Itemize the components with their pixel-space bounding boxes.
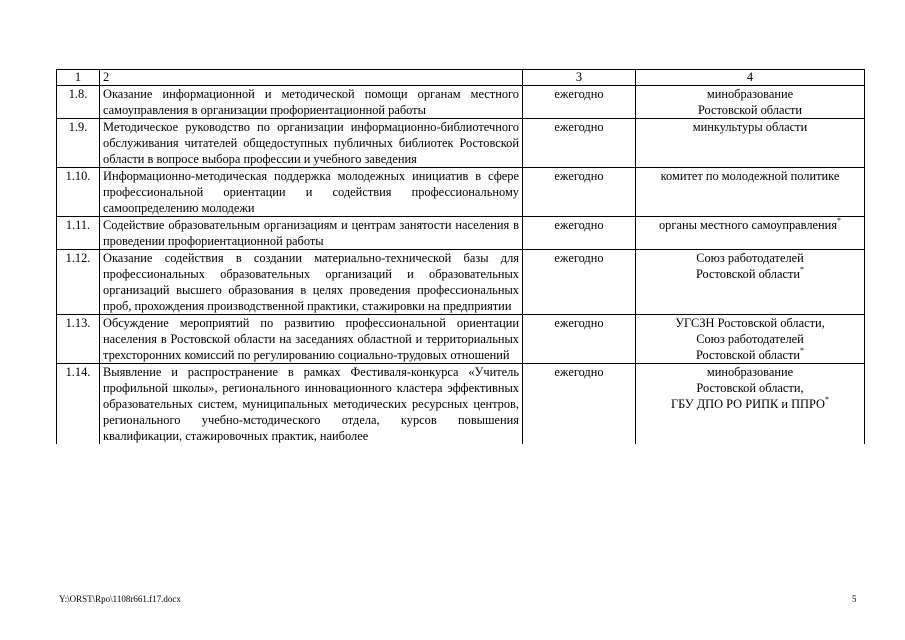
table-row [57,217,865,250]
deadline: ежегодно [523,250,636,315]
column-number-1: 1 [57,70,100,86]
executor-line [639,380,861,396]
item-number: 1.9. [57,119,100,168]
executor-text: Ростовской области, [696,381,804,395]
measure-description: Оказание информационной и методической помощи органам местного самоуправления в организации профориентационной работы [100,86,523,119]
executor-line [639,168,861,184]
responsible-executor [636,86,865,119]
executor-text: органы местного самоуправления [658,218,838,232]
item-number: 1.14. [57,364,100,445]
executor-line [639,364,861,380]
table-row [57,364,865,445]
table-row [57,315,865,364]
responsible-executor [636,168,865,217]
item-number: 1.11. [57,217,100,250]
executor-line [639,102,861,118]
item-number: 1.8. [57,86,100,119]
measure-description: Выявление и распространение в рамках Фестиваля-конкурса «Учитель профильной школы», регионального инновационного кластера эффективных образовательных систем, муниципальных методических ресурсных центров, регионального учебно-мстодического отдела, курсов повышения квалификации, стажировочных практик, наиболее [100,364,523,445]
footnote-asterisk: * [800,265,805,274]
measure-description: Оказание содействия в создании материально-технической базы для профессиональных образовательных организаций и образовательных организаций высшего образования в целях проведения профессиональных проб, прохождения производственной практики, стажировки на предприятии [100,250,523,315]
executor-line [639,119,861,135]
executor-line [639,331,861,347]
footnote-asterisk: * [837,216,842,225]
executor-text: минкультуры области [692,120,808,134]
table-body [57,70,865,445]
column-number-row [57,70,865,86]
table-row [57,86,865,119]
footnote-asterisk: * [825,395,829,404]
item-number: 1.13. [57,315,100,364]
executor-text: Союз работодателей [696,332,804,346]
executor-text: Ростовской области [697,103,803,117]
item-number: 1.10. [57,168,100,217]
executor-text: комитет по молодежной политике [660,169,840,183]
executor-text: ГБУ ДПО РО РИПК и ППРО [670,397,825,411]
table-row [57,119,865,168]
deadline: ежегодно [523,86,636,119]
deadline: ежегодно [523,364,636,445]
executor-line [639,347,861,363]
deadline: ежегодно [523,217,636,250]
file-path: Y:\ORST\Rpo\1108r661.f17.docx [59,594,181,604]
executor-line [639,217,861,233]
page-number: 5 [852,594,857,604]
executor-line [639,250,861,266]
executor-text: Ростовской области [695,348,801,362]
table-row [57,168,865,217]
footnote-asterisk: * [800,346,805,355]
table-row [57,250,865,315]
responsible-executor [636,217,865,250]
responsible-executor [636,119,865,168]
responsible-executor [636,315,865,364]
executor-text: УГСЗН Ростовской области, [675,316,825,330]
responsible-executor [636,364,865,445]
executor-text: минобразование [706,87,794,101]
measure-description: Методическое руководство по организации информационно-библиотечного обслуживания читателей общедоступных публичных библиотек Ростовской области в вопросе выбора профессии и учебного заведения [100,119,523,168]
executor-line [639,396,861,412]
deadline: ежегодно [523,119,636,168]
measures-table [56,69,865,444]
responsible-executor [636,250,865,315]
column-number-2: 2 [100,70,523,86]
item-number: 1.12. [57,250,100,315]
executor-text: минобразование [706,365,794,379]
deadline: ежегодно [523,168,636,217]
measure-description: Информационно-методическая поддержка молодежных инициатив в сфере профессиональной ориентации и содействия профессиональному самоопределению молодежи [100,168,523,217]
executor-line [639,266,861,282]
column-number-3: 3 [523,70,636,86]
executor-line [639,315,861,331]
measure-description: Содействие образовательным организациям и центрам занятости населения в проведении профориентационной работы [100,217,523,250]
measure-description: Обсуждение мероприятий по развитию профессиональной ориентации населения в Ростовской области на заседаниях областной и территориальных трехсторонних комиссий по регулированию социально-трудовых отношений [100,315,523,364]
deadline: ежегодно [523,315,636,364]
column-number-4: 4 [636,70,865,86]
executor-line [639,86,861,102]
executor-text: Ростовской области [695,267,801,281]
executor-text: Союз работодателей [696,251,804,265]
